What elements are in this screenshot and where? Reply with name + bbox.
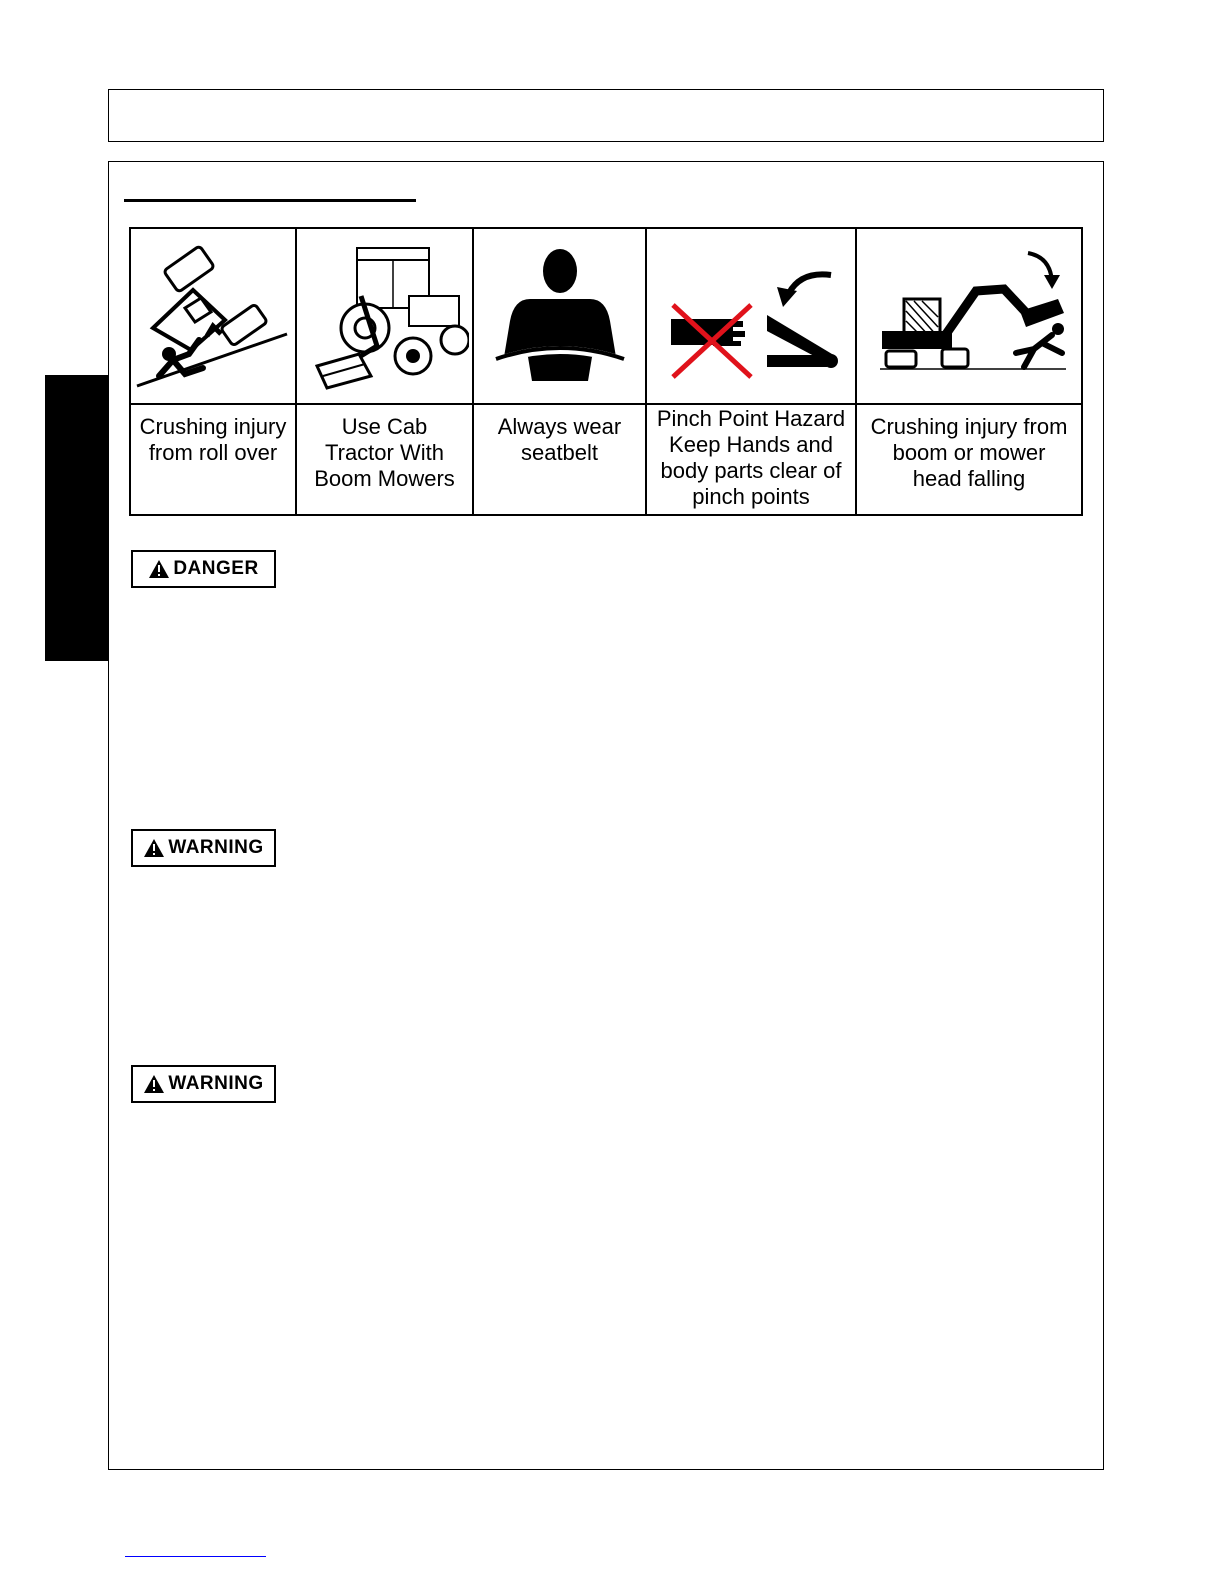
decal-caption: Use Cab Tractor With Boom Mowers (314, 414, 455, 491)
warning-signal-label (131, 829, 276, 867)
decal-caption-cell (646, 404, 856, 515)
decal-caption: Always wear seatbelt (497, 414, 622, 465)
decal-cell-seatbelt (473, 228, 646, 404)
warning-triangle-icon (143, 838, 165, 858)
cab-tractor-icon (301, 236, 469, 396)
rollover-icon (133, 236, 293, 396)
signal-word: DANGER (173, 558, 259, 579)
decal-caption: Crushing injury from roll over (139, 414, 287, 465)
page-header-box (108, 89, 1104, 142)
decal-caption-cell (130, 404, 296, 515)
section-title-rule (124, 199, 416, 202)
decal-caption-cell (296, 404, 473, 515)
danger-signal-label (131, 550, 276, 588)
falling-boom-icon (864, 241, 1074, 391)
decal-caption-cell (473, 404, 646, 515)
signal-word: WARNING (168, 1073, 264, 1094)
decal-caption: Pinch Point Hazard Keep Hands and body parts clear of pinch points (656, 406, 846, 509)
section-tab (45, 375, 108, 661)
warning-signal-label (131, 1065, 276, 1103)
decal-caption: Crushing injury from boom or mower head falling (870, 414, 1068, 491)
decal-caption-cell (856, 404, 1082, 515)
footer-link-rule (125, 1556, 266, 1557)
pinch-point-icon (651, 241, 851, 391)
warning-triangle-icon (143, 1074, 165, 1094)
decal-cell-falling-boom (856, 228, 1082, 404)
safety-decal-table (129, 227, 1083, 516)
decal-cell-rollover (130, 228, 296, 404)
decal-cell-pinch-point (646, 228, 856, 404)
warning-triangle-icon (148, 559, 170, 579)
decal-cell-cab-tractor (296, 228, 473, 404)
seatbelt-icon (490, 241, 630, 391)
signal-word: WARNING (168, 837, 264, 858)
